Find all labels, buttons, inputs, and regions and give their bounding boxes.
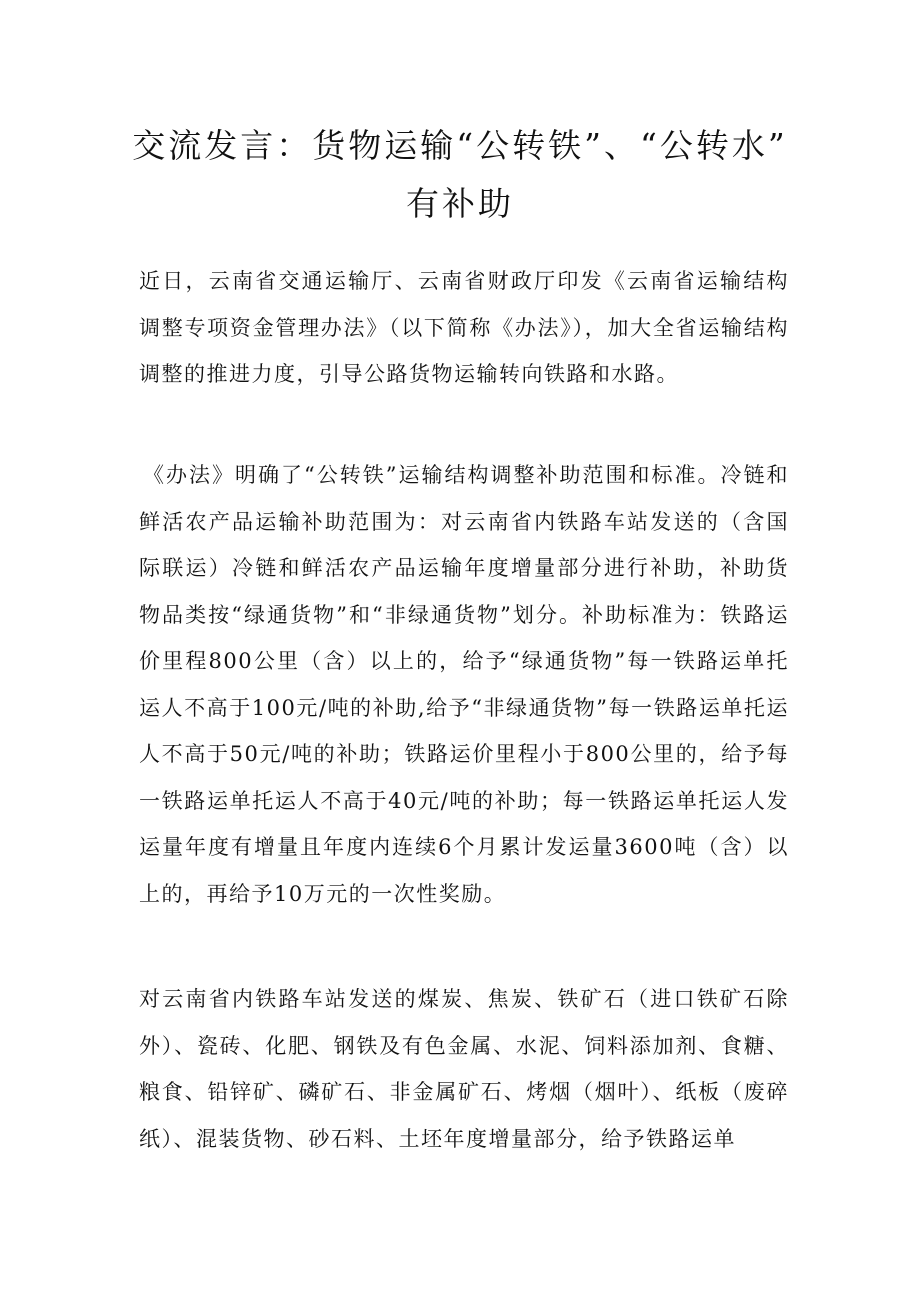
paragraph-bulk-cargo: 对云南省内铁路车站发送的煤炭、焦炭、铁矿石（进口铁矿石除外）、瓷砖、化肥、钢铁及有色金属、水泥、饲料添加剂、食糖、粮食、铅锌矿、磷矿石、非金属矿石、烤烟（烟叶）、纸板（废碎纸）、混装货物、砂石料、土坯年度增量部分，给予铁路运单 (139, 987, 789, 1151)
paragraph-rail-subsidy: 《办法》明确了“公转铁”运输结构调整补助范围和标准。冷链和鲜活农产品运输补助范围为：对云南省内铁路车站发送的（含国际联运）冷链和鲜活农产品运输年度增量部分进行补助，补助货物品类按“绿通货物”和“非绿通货物”划分。补助标准为：铁路运价里程800公里（含）以上的，给予“绿通货物”每一铁路运单托运人不高于100元/吨的补助,给予“非绿通货物”每一铁路运单托运人不高于50元/吨的补助；铁路运价里程小于800公里的，给予每一铁路运单托运人不高于40元/吨的补助；每一铁路运单托运人发运量年度有增量且年度内连续6个月累计发运量3600吨（含）以上的，再给予10万元的一次性奖励。 (139, 463, 789, 906)
document-title-line-1: 交流发言：货物运输“公转铁”、“公转水” (132, 126, 788, 165)
document-title-line-2: 有补助 (406, 184, 514, 223)
paragraph-intro: 近日，云南省交通运输厅、云南省财政厅印发《云南省运输结构调整专项资金管理办法》（以下简称《办法》），加大全省运输结构调整的推进力度，引导公路货物运输转向铁路和水路。 (139, 269, 789, 386)
